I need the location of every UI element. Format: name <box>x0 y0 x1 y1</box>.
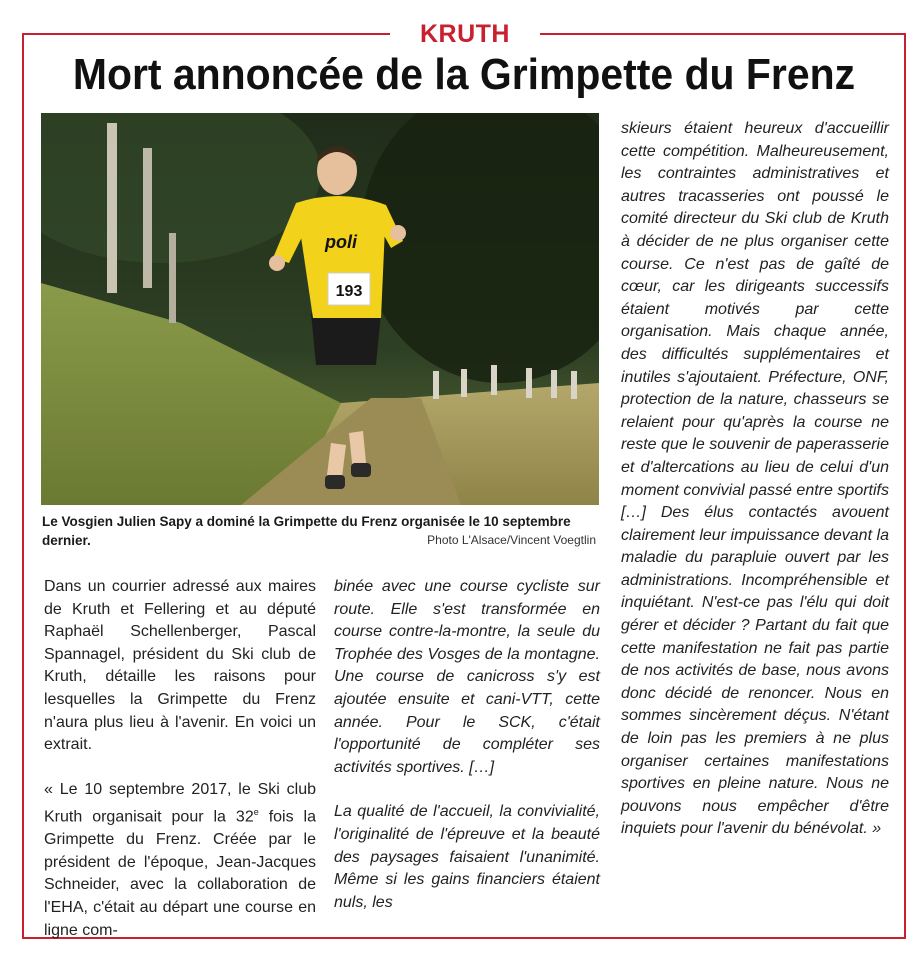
fence-post <box>143 148 152 288</box>
photo-credit: Photo L'Alsace/Vincent Voegtlin <box>427 533 596 547</box>
column-2 <box>334 576 600 914</box>
column-1 <box>44 576 316 942</box>
article-photo <box>41 113 599 505</box>
photo-caption <box>42 512 598 550</box>
quote-paragraph <box>44 779 316 942</box>
shorts <box>311 313 381 365</box>
kicker: KRUTH <box>420 20 510 48</box>
body-paragraph: skieurs étaient heureux d'accueillir cette compétition. Malheureusement, les contraintes administratives et autres tracasseries ont poussé le comité directeur du Ski club de Kruth à décider de ne plus organiser cette course. Ce n'est pas de gaîté de cœur, car les dirigeants successifs étaient motivés par cette organisation. Mais chaque année, des difficultés supplémentaires et inutiles s'ajoutaient. Préfecture, ONF, protection de la nature, chasseurs se relaient pour qu'après la course ne reste que le souvenir de paperasserie et d'altercations au lieu de celui d'un moment convivial passé entre sportifs […] Des élus contactés avouent clairement leur impuissance devant la maladie du parapluie ouvert par les administrations. Incompréhensible et inquiétant. N'est-ce pas l'élu qui doit gérer et décider ? Partant du fait que cette manifestation ne fait pas partie de nos activités de base, nous avons donc décidé de renoncer. Nous en sommes sincèrement déçus. N'étant de loin pas les premiers à ne plus organiser certaines manifestations sportives en pleine nature. Nous ne pouvons nous empêcher d'être inquiets pour l'avenir du bénévolat. » <box>621 120 889 838</box>
fence-post <box>107 123 117 293</box>
fence-post <box>526 368 532 398</box>
fence-post <box>169 233 176 323</box>
jersey-brand: poli <box>325 232 357 252</box>
fence-post <box>551 370 557 398</box>
body-paragraph: binée avec une course cycliste sur route. Elle s'est transformée en course contre-la-montre, la seule du Trophée des Vosges de la montagne. Une course de canicross s'y est ajoutée ensuite et cani-VTT, cette année. Pour le SCK, c'était l'opportunité de compléter ses activités sportives. […] <box>334 578 600 776</box>
body-paragraph: La qualité de l'accueil, la convivialité, l'originalité de l'épreuve et la beauté des paysages faisaient l'unanimité. Même si les gains financiers étaient nuls, les <box>334 803 600 911</box>
bib-number: 193 <box>335 283 363 300</box>
column-3 <box>621 118 889 841</box>
headline: Mort annoncée de la Grimpette du Frenz <box>72 50 856 99</box>
fence-post <box>571 371 577 399</box>
runner-photo-illustration <box>41 113 599 505</box>
intro-paragraph: Dans un courrier adressé aux maires de Kruth et Fellering et au député Raphaël Schellenberger, Pascal Spannagel, président du Ski club de Kruth, détaille les raisons pour lesquelles la Grimpette du Frenz n'aura plus lieu à l'avenir. En voici un extrait. <box>44 578 316 754</box>
fence-post <box>433 371 439 399</box>
fence-post <box>461 369 467 397</box>
fence-post <box>491 365 497 395</box>
caption-text: Le Vosgien Julien Sapy a dominé la Grimpette du Frenz organisée le 10 septembre dernier. <box>42 514 571 548</box>
quote-text-start: « Le 10 septembre 2017, le Ski club Kruth organisait pour la 32 <box>44 780 316 826</box>
ordinal-superscript: e <box>253 807 259 818</box>
quote-text-end: fois la Grimpette du Frenz. Créée par le président de l'époque, Jean-Jacques Schneider, avec la collaboration de l'EHA, c'était au départ une course en ligne com- <box>44 808 316 939</box>
